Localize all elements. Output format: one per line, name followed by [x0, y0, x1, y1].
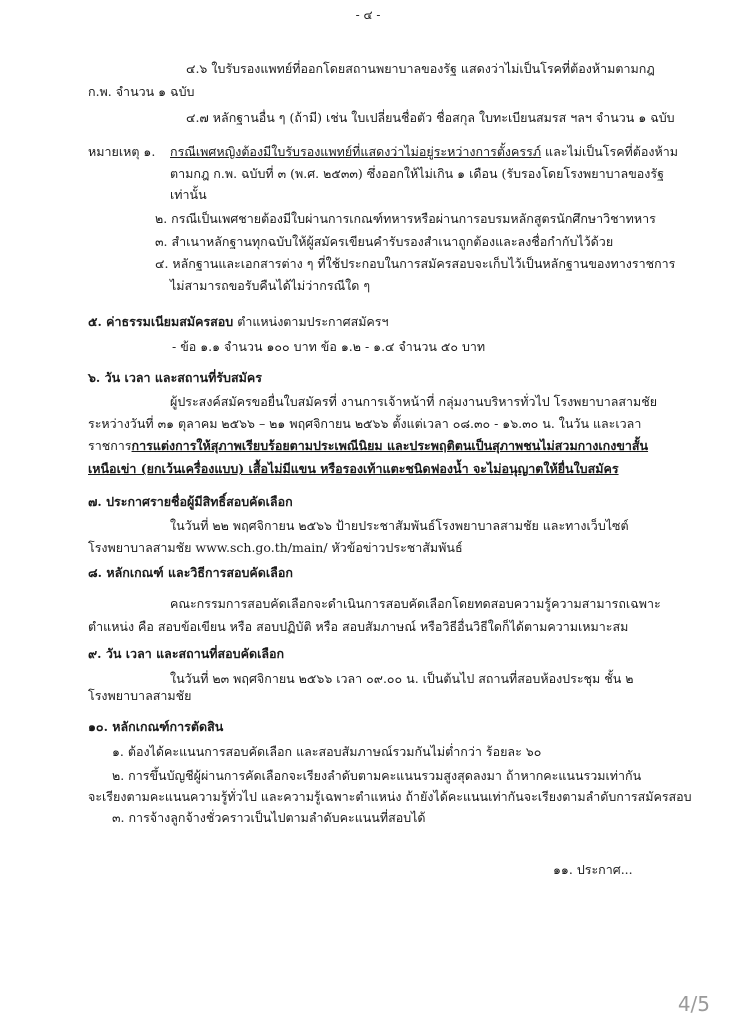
section-9-line1: ในวันที่ ๒๓ พฤศจิกายน ๒๕๖๖ เวลา ๐๙.๐๐ น. เป็นต้นไป สถานที่สอบห้องประชุม ชั้น ๒: [170, 671, 634, 686]
section-6-line3-prefix: ราชการ: [88, 438, 132, 453]
section-9-heading: ๙. วัน เวลา และสถานที่สอบคัดเลือก: [88, 646, 285, 661]
section-6-heading: ๖. วัน เวลา และสถานที่รับสมัคร: [88, 370, 262, 385]
section-8-line2: ตำแหน่ง คือ สอบข้อเขียน หรือ สอบปฏิบัติ หรือ สอบสัมภาษณ์ หรือวิธีอื่นวิธีใดก็ได้ตามความเหมาะสม: [88, 619, 629, 634]
section-10-line2: ๒. การขึ้นบัญชีผู้ผ่านการคัดเลือกจะเรียงลำดับตามคะแนนรวมสูงสุดลงมา ถ้าหากคะแนนรวมเท่ากัน: [112, 768, 642, 783]
section-7-line2: โรงพยาบาลสามชัย www.sch.go.th/main/ หัวข้อข่าวประชาสัมพันธ์: [88, 540, 463, 555]
section-10-line4: ๓. การจ้างลูกจ้างชั่วคราวเป็นไปตามลำดับคะแนนที่สอบได้: [112, 810, 426, 825]
item-4-6-cont: ก.พ. จำนวน ๑ ฉบับ: [88, 84, 195, 99]
section-10-heading: ๑๐. หลักเกณฑ์การตัดสิน: [88, 719, 224, 734]
item-4-7: ๔.๗ หลักฐานอื่น ๆ (ถ้ามี) เช่น ใบเปลี่ยนชื่อตัว ชื่อสกุล ใบทะเบียนสมรส ฯลฯ จำนวน ๑ ฉบับ: [186, 110, 675, 125]
page-number: - ๔ -: [355, 8, 381, 22]
remark-1: [170, 144, 678, 160]
section-9-line2: โรงพยาบาลสามชัย: [88, 688, 192, 703]
remark-label: หมายเหตุ ๑.: [88, 144, 156, 159]
section-10-line1: ๑. ต้องได้คะแนนการสอบคัดเลือก และสอบสัมภาษณ์รวมกันไม่ต่ำกว่า ร้อยละ ๖๐: [112, 744, 542, 759]
section-10-line3: จะเรียงตามคะแนนความรู้ทั่วไป และความรู้เฉพาะตำแหน่ง ถ้ายังได้คะแนนเท่ากันจะเรียงตามลำดับการสมัครสอบ: [88, 789, 692, 804]
remark-3: ๓. สำเนาหลักฐานทุกฉบับให้ผู้สมัครเขียนคำรับรองสำเนาถูกต้องและลงชื่อกำกับไว้ด้วย: [155, 234, 614, 249]
viewer-page-indicator: 4/5: [677, 992, 710, 1016]
section-5-heading: [88, 314, 389, 330]
section-7-heading: ๗. ประกาศรายชื่อผู้มีสิทธิ์สอบคัดเลือก: [88, 494, 293, 509]
section-6-line1: ผู้ประสงค์สมัครขอยื่นใบสมัครที่ งานการเจ้าหน้าที่ กลุ่มงานบริหารทั่วไป โรงพยาบาลสามชัย: [170, 394, 658, 409]
section-6-line2: ระหว่างวันที่ ๓๑ ตุลาคม ๒๕๖๖ – ๒๑ พฤศจิกายน ๒๕๖๖ ตั้งแต่เวลา ๐๘.๓๐ - ๑๖.๓๐ น. ในวัน และเวลา: [88, 416, 642, 431]
remark-4-line2: ไม่สามารถขอรับคืนได้ไม่ว่ากรณีใด ๆ: [170, 278, 371, 293]
section-8-heading: ๘. หลักเกณฑ์ และวิธีการสอบคัดเลือก: [88, 565, 293, 580]
remark-1-underlined: กรณีเพศหญิงต้องมีใบรับรองแพทย์ที่แสดงว่าไม่อยู่ระหว่างการตั้งครรภ์: [170, 144, 542, 159]
continued-marker: ๑๑. ประกาศ...: [553, 862, 633, 877]
remark-2: ๒. กรณีเป็นเพศชายต้องมีใบผ่านการเกณฑ์ทหารหรือผ่านการอบรมหลักสูตรนักศึกษาวิชาทหาร: [155, 211, 656, 226]
section-8-line1: คณะกรรมการสอบคัดเลือกจะดำเนินการสอบคัดเลือกโดยทดสอบความรู้ความสามารถเฉพาะ: [170, 596, 661, 611]
remark-1-rest: และไม่เป็นโรคที่ต้องห้าม: [541, 144, 679, 159]
section-5-fee: - ข้อ ๑.๑ จำนวน ๑๐๐ บาท ข้อ ๑.๒ - ๑.๔ จำนวน ๕๐ บาท: [172, 339, 486, 354]
section-6-line3: [88, 438, 648, 454]
remark-4: ๔. หลักฐานและเอกสารต่าง ๆ ที่ใช้ประกอบในการสมัครสอบจะเก็บไว้เป็นหลักฐานของทางราชการ: [155, 256, 676, 271]
remark-1-line3: เท่านั้น: [170, 187, 207, 202]
section-5-subtitle: ตำแหน่งตามประกาศสมัครฯ: [233, 314, 389, 329]
item-4-6: ๔.๖ ใบรับรองแพทย์ที่ออกโดยสถานพยาบาลของรัฐ แสดงว่าไม่เป็นโรคที่ต้องห้ามตามกฎ: [186, 61, 655, 76]
section-7-line1: ในวันที่ ๒๒ พฤศจิกายน ๒๕๖๖ ป้ายประชาสัมพันธ์โรงพยาบาลสามชัย และทางเว็บไซต์: [170, 518, 629, 533]
section-6-dresscode: การแต่งการให้สุภาพเรียบร้อยตามประเพณีนิยม และประพฤติตนเป็นสุภาพชนไม่สวมกางเกงขาสั้น: [131, 438, 649, 453]
section-5-title: ๕. ค่าธรรมเนียมสมัครสอบ: [88, 314, 234, 329]
remark-1-line2: ตามกฎ ก.พ. ฉบับที่ ๓ (พ.ศ. ๒๕๓๓) ซึ่งออกให้ไม่เกิน ๑ เดือน (รับรองโดยโรงพยาบาลของรัฐ: [170, 166, 664, 181]
section-6-dresscode-cont: เหนือเข่า (ยกเว้นเครื่องแบบ) เสื้อไม่มีแขน หรือรองเท้าแตะชนิดฟองน้ำ จะไม่อนุญาตให้ยื่นใบสมัคร: [88, 461, 619, 476]
